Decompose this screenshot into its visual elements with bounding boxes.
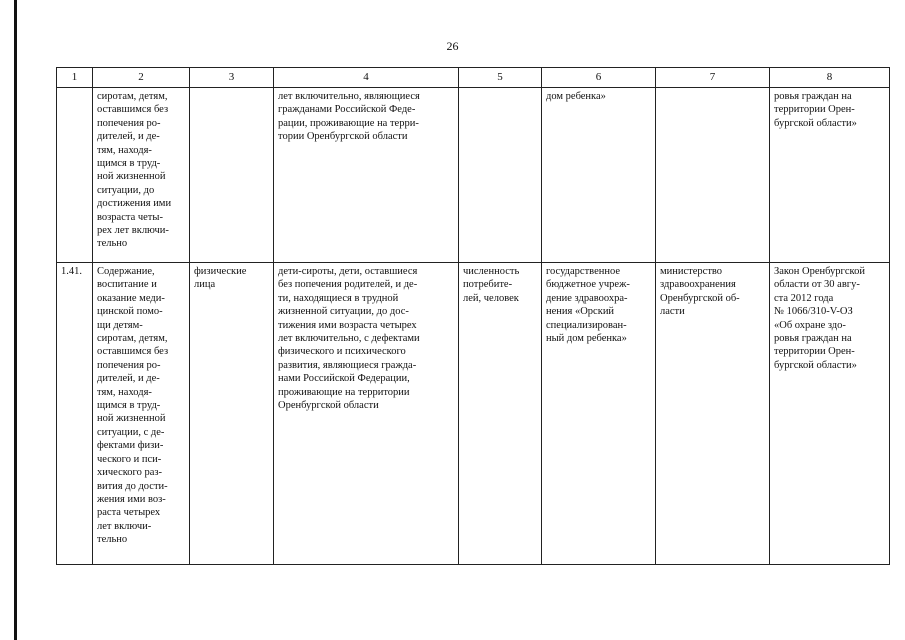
column-number: 1	[57, 68, 93, 88]
cell-text-line: попечения ро-	[97, 359, 161, 371]
cell-text-line: проживающие на территории	[278, 386, 410, 398]
column-number: 2	[93, 68, 190, 88]
table-cell	[274, 88, 459, 263]
cell-text-line: достижения ими	[97, 198, 172, 210]
table-row-continuation	[57, 88, 890, 263]
cell-text-line: лей, человек	[463, 292, 519, 304]
cell-text-line: Содержание,	[97, 266, 155, 277]
cell-text-line: бургской области»	[774, 359, 857, 371]
cell-text-line: Закон Оренбургской	[774, 266, 865, 277]
cell-text-line: физического и психического	[278, 346, 406, 358]
cell-text-line: оказание меди-	[97, 292, 165, 304]
cell-text-line: ти, находящиеся в трудной	[278, 292, 399, 304]
scan-margin-bar	[14, 0, 17, 640]
cell-text-line: нами Российской Федерации,	[278, 373, 410, 385]
cell-text-line: государственное	[546, 266, 621, 277]
column-number: 5	[459, 68, 542, 88]
cell-text-line: дом ребенка»	[546, 91, 606, 102]
cell-text-line: ситуации, с де-	[97, 426, 165, 438]
cell-text-line: численность	[463, 266, 520, 277]
table-cell	[190, 88, 274, 263]
cell-text-line: лица	[194, 279, 216, 291]
cell-text-line: тям, находя-	[97, 386, 152, 398]
cell-text-line: лет включи-	[97, 520, 152, 532]
column-number: 7	[656, 68, 770, 88]
cell-text-line: нения «Орский	[546, 306, 615, 318]
column-number: 4	[274, 68, 459, 88]
table-cell	[770, 88, 890, 263]
cell-text-line: дети-сироты, дети, оставшиеся	[278, 266, 418, 277]
cell-text-line: вития до дости-	[97, 480, 168, 492]
table-cell	[459, 263, 542, 565]
cell-text-line: хического раз-	[97, 467, 163, 479]
table-cell	[459, 88, 542, 263]
cell-text-line: территории Орен-	[774, 104, 855, 116]
table-cell	[542, 263, 656, 565]
table-cell	[93, 263, 190, 565]
cell-text-line: ной жизненной	[97, 413, 166, 425]
column-number: 6	[542, 68, 656, 88]
cell-text-line: сиротам, детям,	[97, 91, 168, 102]
cell-text-line: оставшимся без	[97, 104, 169, 116]
cell-text-line: дение здравоохра-	[546, 292, 628, 304]
cell-text-line: бюджетное учреж-	[546, 279, 630, 291]
cell-text-line: ческого и пси-	[97, 453, 162, 465]
page-number: 26	[446, 39, 459, 53]
cell-text-line: 1.41.	[61, 266, 82, 277]
table-cell	[57, 263, 93, 565]
cell-text-line: дителей, и де-	[97, 131, 160, 143]
cell-text-line: рех лет включи-	[97, 225, 169, 237]
table-cell	[770, 263, 890, 565]
table-cell	[57, 88, 93, 263]
cell-text-line: тям, находя-	[97, 144, 152, 156]
cell-text-line: жизненной ситуации, до дос-	[278, 306, 409, 318]
cell-text-line: ровья граждан на	[774, 91, 852, 102]
table-row-1-41	[57, 263, 890, 565]
table-cell	[656, 88, 770, 263]
cell-text-line: тельно	[97, 238, 128, 250]
cell-text-line: попечения ро-	[97, 117, 161, 129]
cell-text-line: здравоохранения	[660, 279, 736, 291]
cell-text-line: без попечения родителей, и де-	[278, 279, 418, 291]
cell-text-line: воспитание и	[97, 279, 157, 291]
table-cell	[190, 263, 274, 565]
cell-text-line: ной жизненной	[97, 171, 166, 183]
cell-text-line: цинской помо-	[97, 306, 163, 318]
cell-text-line: лет включительно, являющиеся	[278, 91, 420, 102]
column-number-row	[57, 68, 890, 88]
table-cell	[542, 88, 656, 263]
cell-text-line: фектами физи-	[97, 440, 164, 452]
cell-text-line: тельно	[97, 534, 128, 546]
cell-text-line: раста четырех	[97, 507, 161, 519]
cell-text-line: специализирован-	[546, 319, 627, 331]
cell-text-line: № 1066/310-V-ОЗ	[774, 306, 853, 318]
cell-text-line: щимся в труд-	[97, 400, 161, 412]
cell-text-line: тижения ими возраста четырех	[278, 319, 417, 331]
cell-text-line: ста 2012 года	[774, 292, 834, 304]
cell-text-line: рации, проживающие на терри-	[278, 117, 419, 129]
cell-text-line: министерство	[660, 266, 723, 277]
cell-text-line: гражданами Российской Феде-	[278, 104, 416, 116]
cell-text-line: дителей, и де-	[97, 373, 160, 385]
cell-text-line: Оренбургской об-	[660, 292, 740, 304]
cell-text-line: «Об охране здо-	[774, 319, 846, 331]
table-cell	[274, 263, 459, 565]
cell-text-line: лет включительно, с дефектами	[278, 333, 420, 345]
cell-text-line: ный дом ребенка»	[546, 333, 627, 345]
cell-text-line: Оренбургской области	[278, 400, 379, 412]
table-cell	[93, 88, 190, 263]
cell-text-line: оставшимся без	[97, 346, 169, 358]
cell-text-line: тории Оренбургской области	[278, 131, 408, 143]
cell-text-line: возраста четы-	[97, 211, 163, 223]
cell-text-line: жения ими воз-	[97, 493, 166, 505]
services-table	[56, 67, 890, 565]
cell-text-line: сиротам, детям,	[97, 333, 168, 345]
cell-text-line: физические	[194, 266, 247, 277]
cell-text-line: территории Орен-	[774, 346, 855, 358]
cell-text-line: щимся в труд-	[97, 158, 161, 170]
cell-text-line: области от 30 авгу-	[774, 279, 860, 291]
cell-text-line: бургской области»	[774, 117, 857, 129]
cell-text-line: щи детям-	[97, 319, 143, 331]
column-number: 3	[190, 68, 274, 88]
cell-text-line: потребите-	[463, 279, 513, 291]
cell-text-line: ласти	[660, 306, 685, 318]
cell-text-line: ровья граждан на	[774, 333, 852, 345]
table-cell	[656, 263, 770, 565]
cell-text-line: ситуации, до	[97, 184, 155, 196]
cell-text-line: развития, являющиеся гражда-	[278, 359, 417, 371]
column-number: 8	[770, 68, 890, 88]
